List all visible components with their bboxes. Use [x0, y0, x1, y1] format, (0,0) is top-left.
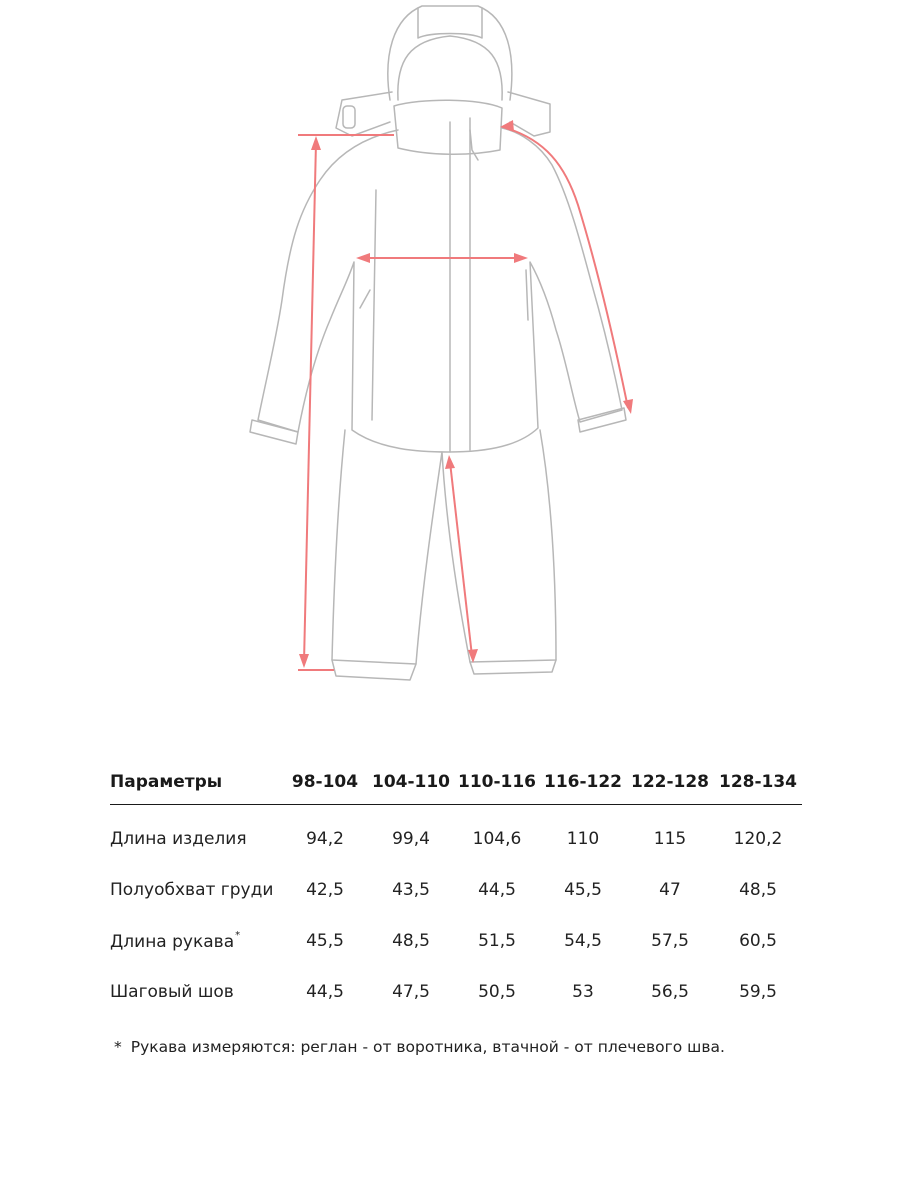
- parameters-header: Параметры: [110, 760, 282, 805]
- table-cell: 115: [653, 828, 687, 849]
- hood-right-flap: [508, 92, 550, 136]
- table-cell: 110: [566, 828, 600, 849]
- table-cell: 48,5: [392, 930, 430, 951]
- table-cell: 59,5: [739, 981, 777, 1002]
- table-cell: 53: [572, 981, 594, 1002]
- size-chart-table: [110, 760, 802, 1017]
- table-cell: 56,5: [651, 981, 689, 1002]
- table-row: [110, 805, 802, 865]
- size-header: 98-104: [282, 760, 368, 805]
- left-pocket: [360, 290, 370, 308]
- table-row: [110, 915, 802, 966]
- size-header: 122-128: [626, 760, 714, 805]
- row-label-text: Длина изделия: [110, 828, 247, 849]
- footnote-marker: *: [235, 929, 241, 941]
- table-row: [110, 966, 802, 1017]
- table-cell: 51,5: [478, 930, 516, 951]
- table-cell: 54,5: [564, 930, 602, 951]
- collar-zipper-pull: [470, 130, 478, 160]
- table-cell: 120,2: [733, 828, 783, 849]
- sleeve-footnote: [114, 1038, 725, 1056]
- inseam-arrowhead-top: [445, 455, 455, 469]
- row-label: [110, 966, 282, 1017]
- table-cell: 44,5: [306, 981, 344, 1002]
- pants-outline: [332, 430, 556, 664]
- table-header-row: [110, 760, 802, 805]
- table-cell: 104,6: [472, 828, 522, 849]
- table-cell: 45,5: [564, 879, 602, 900]
- table-cell: 45,5: [306, 930, 344, 951]
- table-cell: 60,5: [739, 930, 777, 951]
- size-header: 110-116: [454, 760, 540, 805]
- right-seam: [526, 270, 528, 320]
- row-label-text: Полуобхват груди: [110, 879, 274, 900]
- size-header: 104-110: [368, 760, 454, 805]
- row-label-text: Длина рукава: [110, 931, 235, 952]
- hood-inner-outline: [398, 36, 502, 100]
- sleeve-arrow-line: [506, 128, 628, 408]
- footnote-asterisk: *: [114, 1038, 122, 1056]
- sleeve-arrowhead-top: [500, 120, 514, 132]
- chest-arrowhead-right: [514, 253, 528, 263]
- footnote-text: Рукава измеряются: реглан - от воротника, втачной - от плечевого шва.: [130, 1038, 725, 1056]
- table-row: [110, 864, 802, 915]
- size-header: 128-134: [714, 760, 802, 805]
- row-label: [110, 915, 282, 966]
- hood-visor: [418, 8, 482, 38]
- size-header: 116-122: [540, 760, 626, 805]
- length-arrowhead-top: [311, 136, 321, 150]
- table-cell: 47: [659, 879, 681, 900]
- hood-left-tab: [343, 106, 355, 128]
- hood-outline: [388, 6, 512, 100]
- hood-left-flap: [336, 92, 392, 136]
- table-cell: 43,5: [392, 879, 430, 900]
- table-cell: 47,5: [392, 981, 430, 1002]
- length-arrow-line: [304, 142, 316, 662]
- chest-arrowhead-left: [356, 253, 370, 263]
- row-label-text: Шаговый шов: [110, 981, 234, 1002]
- row-label: [110, 864, 282, 915]
- measurement-arrows: [298, 120, 633, 670]
- table-cell: 57,5: [651, 930, 689, 951]
- table-cell: 94,2: [306, 828, 344, 849]
- length-arrowhead-bottom: [299, 654, 309, 668]
- left-seam: [372, 190, 376, 420]
- collar-outline: [394, 100, 502, 154]
- table-cell: 48,5: [739, 879, 777, 900]
- left-cuff: [250, 420, 298, 444]
- row-label: [110, 805, 282, 865]
- table-cell: 50,5: [478, 981, 516, 1002]
- table-cell: 44,5: [478, 879, 516, 900]
- table-cell: 42,5: [306, 879, 344, 900]
- table-cell: 99,4: [392, 828, 430, 849]
